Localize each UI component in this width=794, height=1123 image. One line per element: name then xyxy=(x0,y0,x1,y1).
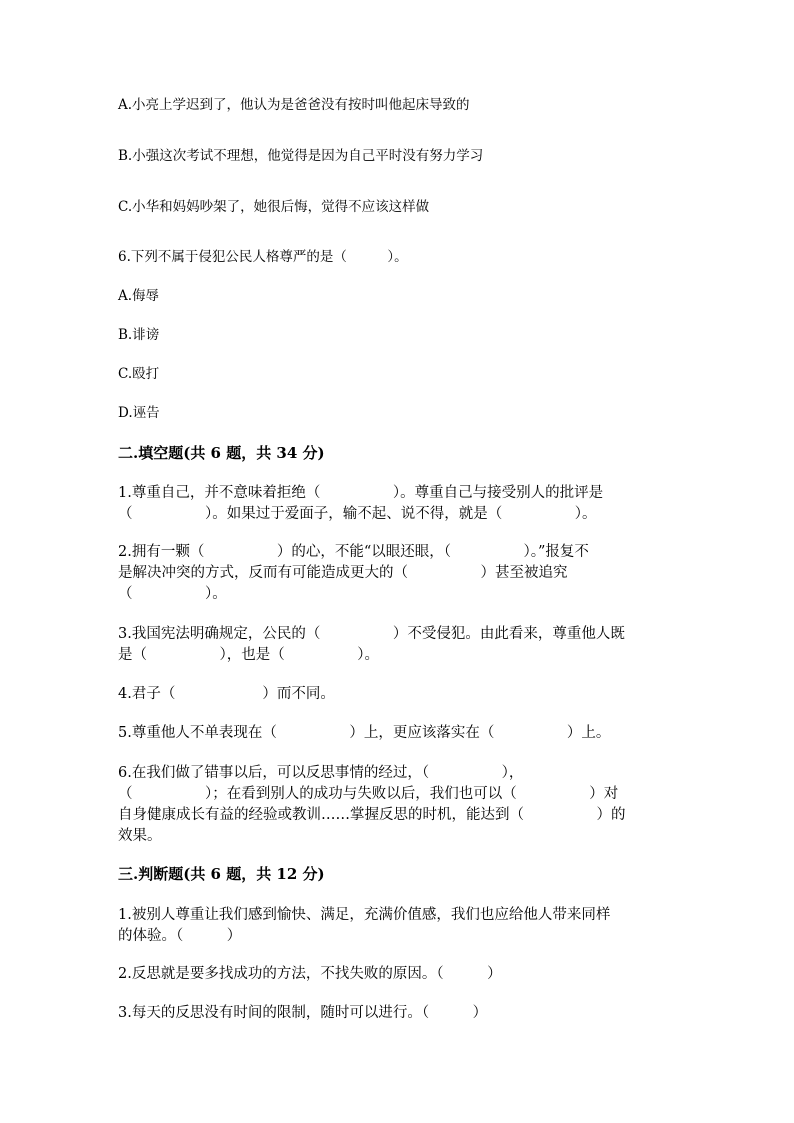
fill-q1-line1: 1.尊重自己，并不意味着拒绝（ ）。尊重自己与接受别人的批评是 xyxy=(118,485,604,501)
q5-option-a: A.小亮上学迟到了，他认为是爸爸没有按时叫他起床导致的 xyxy=(118,97,470,113)
judge-q3: 3.每天的反思没有时间的限制，随时可以进行。（ ） xyxy=(118,1005,488,1021)
fill-q6-line1: 6.在我们做了错事以后，可以反思事情的经过，（ ）， xyxy=(118,765,524,781)
fill-q1-line2: （ ）。如果过于爱面子，输不起、说不得，就是（ ）。 xyxy=(118,506,597,522)
fill-q5: 5.尊重他人不单表现在（ ）上，更应该落实在（ ）上。 xyxy=(118,725,611,741)
fill-q2-line2: 是解决冲突的方式，反而有可能造成更大的（ ）甚至被追究 xyxy=(118,565,568,581)
q6-option-d: D.诬告 xyxy=(118,405,160,421)
q6-stem: 6.下列不属于侵犯公民人格尊严的是（ ）。 xyxy=(118,249,408,265)
q6-option-b: B.诽谤 xyxy=(118,327,160,343)
judge-q1-line1: 1.被别人尊重让我们感到愉快、满足，充满价值感，我们也应给他人带来同样 xyxy=(118,907,611,923)
fill-q3-line1: 3.我国宪法明确规定，公民的（ ）不受侵犯。由此看来，尊重他人既 xyxy=(118,626,625,642)
q5-option-b: B.小强这次考试不理想，他觉得是因为自己平时没有努力学习 xyxy=(118,148,484,164)
fill-q2-line1: 2.拥有一颗（ ）的心，不能“以眼还眼，（ ）。”报复不 xyxy=(118,544,589,560)
fill-q2-line3: （ ）。 xyxy=(118,586,227,602)
judge-q1-line2: 的体验。（ ） xyxy=(118,928,242,944)
q6-option-c: C.殴打 xyxy=(118,366,160,382)
fill-q3-line2: 是（ ），也是（ ）。 xyxy=(118,647,379,663)
fill-q6-line2: （ ）；在看到别人的成功与失败以后，我们也可以（ ）对 xyxy=(118,786,619,802)
q6-option-a: A.侮辱 xyxy=(118,288,160,304)
fill-q6-line3: 自身健康成长有益的经验或教训……掌握反思的时机，能达到（ ）的 xyxy=(118,807,626,823)
fill-q6-line4: 效果。 xyxy=(118,828,162,844)
fill-q4: 4.君子（ ）而不同。 xyxy=(118,686,335,702)
q5-option-c: C.小华和妈妈吵架了，她很后悔，觉得不应该这样做 xyxy=(118,199,430,215)
section3-heading: 三.判断题(共 6 题，共 12 分) xyxy=(118,865,325,883)
judge-q2: 2.反思就是要多找成功的方法，不找失败的原因。（ ） xyxy=(118,966,502,982)
section2-heading: 二.填空题(共 6 题，共 34 分) xyxy=(118,444,325,462)
